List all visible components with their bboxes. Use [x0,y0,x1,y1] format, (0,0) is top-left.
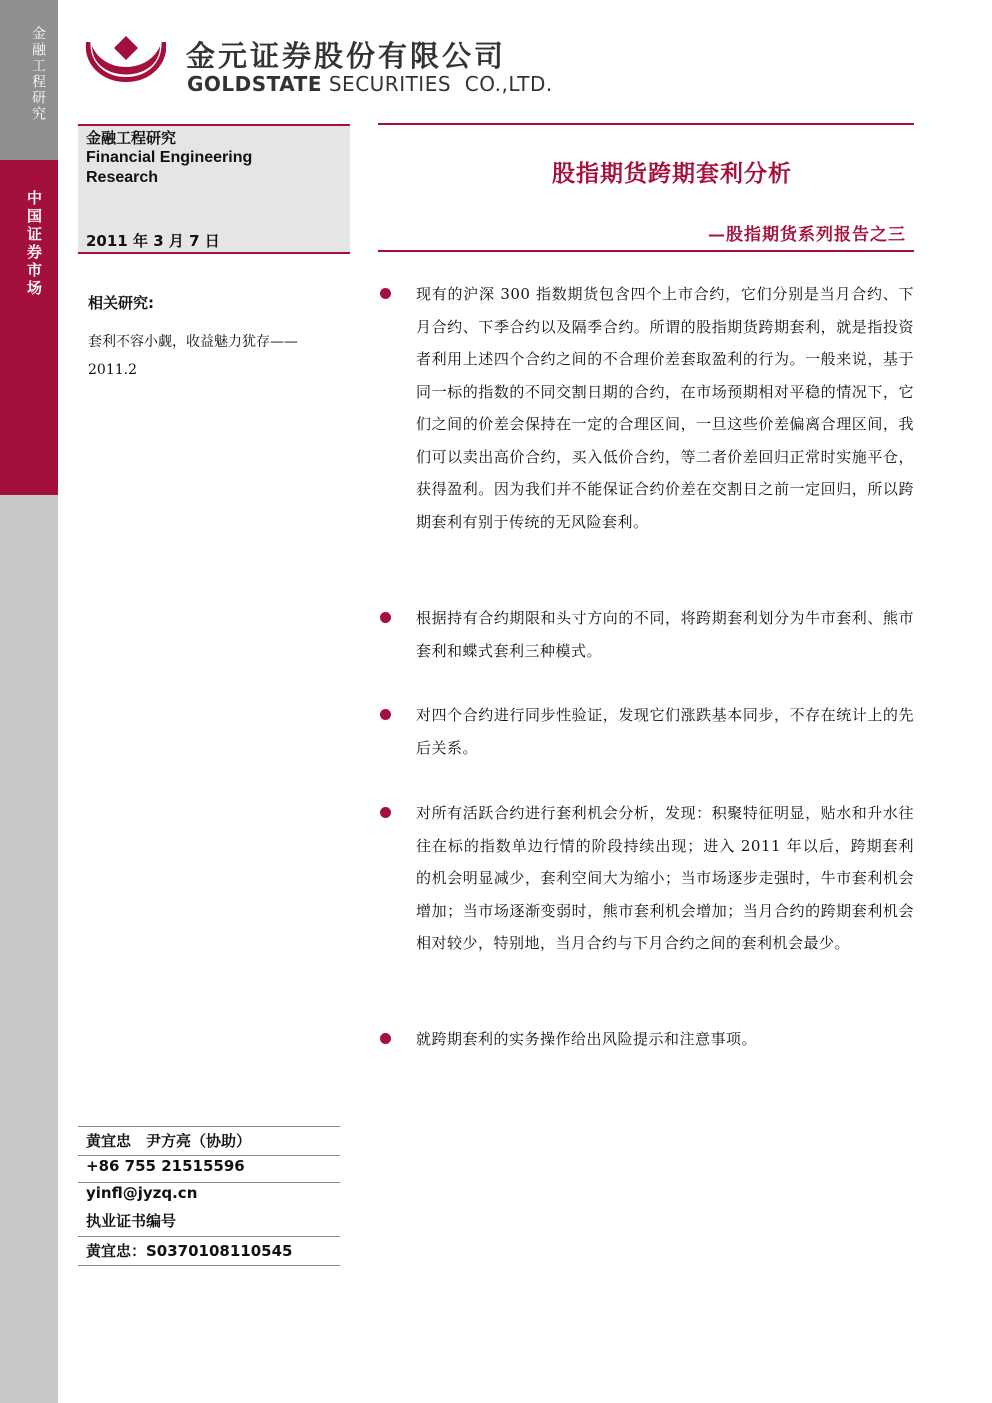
report-date: 2011 年 3 月 7 日 [86,232,220,250]
contact-phone: +86 755 21515596 [86,1157,245,1175]
report-title: 股指期货跨期套利分析 [552,160,792,187]
certificate-label: 执业证书编号 [86,1212,177,1230]
bullet-text: 根据持有合约期限和头寸方向的不同，将跨期套利划分为牛市套利、熊市套利和蝶式套利三种模式。 [416,609,914,660]
bullet-icon [380,288,391,299]
bullet-icon [380,612,391,623]
department-en: Financial Engineering Research [86,149,253,186]
bullet-text: 现有的沪深 300 指数期货包含四个上市合约，它们分别是当月合约、下月合约、下季合约以及隔季合约。所谓的股指期货跨期套利，就是指投资者利用上述四个合约之间的不合理价差套取盈利的行为。一般来说，基于同一标的指数的不同交割日期的合约，在市场预期相对平稳的情况下，它们之间的价差会保持在一定的合理区间，一旦这些价差偏离合理区间，我们可以卖出高价合约，买入低价合约，等二者价差回归正常时实施平仓，获得盈利。因为我们并不能保证合约价差在交割日之前一定回归，所以跨期套利有别于传统的无风险套利。 [416,285,914,531]
bullet-icon [380,709,391,720]
bullet-text: 就跨期套利的实务操作给出风险提示和注意事项。 [416,1030,758,1048]
company-name-en [187,72,553,96]
contact-rule [78,1236,340,1237]
certificate-number: 黄宜忠：S0370108110545 [86,1242,293,1260]
company-logo-icon [86,28,166,98]
related-research-title: 相关研究: [88,294,154,312]
report-subtitle: —股指期货系列报告之三 [708,225,906,245]
department-cn: 金融工程研究 [86,129,177,147]
contact-rule [78,1126,340,1127]
sidebar-top-label: 金融工程研究 [30,26,46,122]
bullet-icon [380,1033,391,1044]
sidebar-market-label: 中国证券市场 [25,190,43,298]
title-rule-top [378,123,914,125]
related-research-item: 套利不容小觑，收益魅力犹存——2011.2 [88,334,298,378]
title-rule-bottom [378,250,914,252]
contact-rule [78,1265,340,1266]
company-name-en-rest: SECURITIES CO.,LTD. [322,72,553,96]
contact-email[interactable]: yinfl@jyzq.cn [86,1184,198,1202]
contact-rule [78,1155,340,1156]
bullet-icon [380,807,391,818]
analyst-names: 黄宜忠 尹方亮（协助） [86,1132,252,1150]
sidebar-band-bottom [0,495,58,1403]
company-name-en-bold: GOLDSTATE [187,72,322,96]
bullet-text: 对四个合约进行同步性验证，发现它们涨跌基本同步，不存在统计上的先后关系。 [416,706,914,757]
company-name-cn: 金元证券股份有限公司 [186,39,507,73]
bullet-text: 对所有活跃合约进行套利机会分析，发现：积聚特征明显，贴水和升水往往在标的指数单边行情的阶段持续出现；进入 2011 年以后，跨期套利的机会明显减少，套利空间大为缩小；当市场逐步走强时，牛市套利机会增加；当市场逐渐变弱时，熊市套利机会增加；当月合约的跨期套利机会相对较少，特别地，当月合约与下月合约之间的套利机会最少。 [416,804,914,952]
contact-rule [78,1182,340,1183]
